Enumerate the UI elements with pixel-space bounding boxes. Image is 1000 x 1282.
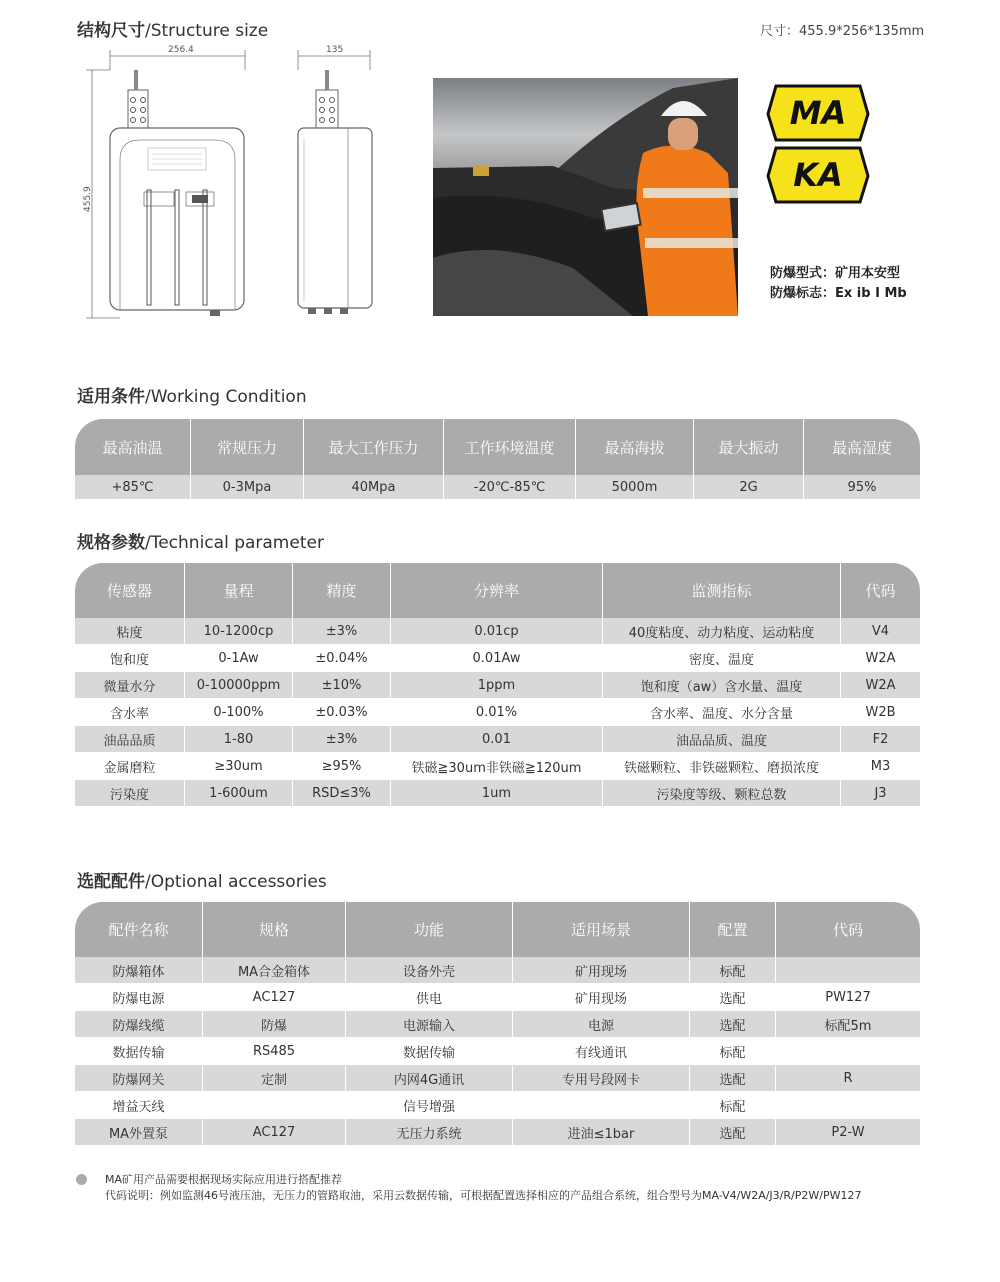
table-cell: ±10% xyxy=(293,672,391,699)
table-cell: 微量水分 xyxy=(75,672,185,699)
accessories-title xyxy=(77,867,327,892)
table-cell: ±3% xyxy=(293,618,391,645)
table-row xyxy=(75,1065,920,1092)
table-row xyxy=(75,753,920,780)
accessories-header-row xyxy=(75,902,920,957)
table-cell: J3 xyxy=(841,780,920,807)
structure-title-en: /Structure size xyxy=(145,21,269,41)
table-cell: 1um xyxy=(391,780,603,807)
table-cell: 1ppm xyxy=(391,672,603,699)
table-cell: V4 xyxy=(841,618,920,645)
mine-scene xyxy=(433,78,738,316)
front-height-dim: 455.9 xyxy=(83,186,93,212)
table-cell: P2-W xyxy=(776,1119,920,1146)
accessories-title-zh: 选配配件 xyxy=(77,872,145,892)
table-row xyxy=(75,699,920,726)
table-cell: ±0.03% xyxy=(293,699,391,726)
table-cell: ≥30um xyxy=(185,753,293,780)
table-cell: R xyxy=(776,1065,920,1092)
table-cell: M3 xyxy=(841,753,920,780)
table-cell: 1-600um xyxy=(185,780,293,807)
side-view-drawing xyxy=(290,40,380,325)
technical-title-zh: 规格参数 xyxy=(77,533,145,553)
table-cell: ≥95% xyxy=(293,753,391,780)
notes-block xyxy=(105,1172,861,1204)
working-value-cell: 5000m xyxy=(576,475,694,500)
table-cell: 防爆 xyxy=(203,1011,346,1038)
side-width-dim: 135 xyxy=(326,45,344,55)
table-cell: F2 xyxy=(841,726,920,753)
working-title-zh: 适用条件 xyxy=(77,387,145,407)
table-cell: 0.01 xyxy=(391,726,603,753)
table-cell: 有线通讯 xyxy=(513,1038,690,1065)
table-row xyxy=(75,1119,920,1146)
table-cell: 无压力系统 xyxy=(346,1119,513,1146)
table-cell: PW127 xyxy=(776,984,920,1011)
table-cell: 选配 xyxy=(690,1011,776,1038)
working-value-row xyxy=(75,475,920,500)
table-cell: W2A xyxy=(841,672,920,699)
working-value-cell: -20℃-85℃ xyxy=(444,475,576,500)
table-cell: 矿用现场 xyxy=(513,984,690,1011)
table-cell: 电源 xyxy=(513,1011,690,1038)
explosion-type: 防爆型式：矿用本安型 xyxy=(770,266,901,281)
technical-title-en: /Technical parameter xyxy=(145,533,324,553)
table-row xyxy=(75,645,920,672)
accessories-header-cell: 适用场景 xyxy=(513,902,690,957)
table-row xyxy=(75,957,920,984)
accessories-header-cell: 代码 xyxy=(776,902,920,957)
table-cell: 防爆电源 xyxy=(75,984,203,1011)
table-cell: 数据传输 xyxy=(75,1038,203,1065)
accessories-header-cell: 配置 xyxy=(690,902,776,957)
table-cell: 0.01Aw xyxy=(391,645,603,672)
table-cell: 选配 xyxy=(690,1119,776,1146)
technical-parameter-table xyxy=(75,563,920,807)
technical-header-cell: 分辨率 xyxy=(391,563,603,618)
working-header-cell: 最大工作压力 xyxy=(304,419,444,475)
table-cell: 选配 xyxy=(690,984,776,1011)
table-cell: 0.01% xyxy=(391,699,603,726)
table-cell: RS485 xyxy=(203,1038,346,1065)
table-cell: 铁磁颗粒、非铁磁颗粒、磨损浓度 xyxy=(603,753,841,780)
table-cell: 供电 xyxy=(346,984,513,1011)
table-cell: 0.01cp xyxy=(391,618,603,645)
table-cell: 铁磁≧30um非铁磁≧120um xyxy=(391,753,603,780)
table-cell: 标配5m xyxy=(776,1011,920,1038)
working-value-cell: 95% xyxy=(804,475,920,500)
technical-title xyxy=(77,528,324,553)
structure-title-zh: 结构尺寸 xyxy=(77,21,145,41)
table-cell: 标配 xyxy=(690,957,776,984)
technical-header-cell: 代码 xyxy=(841,563,920,618)
working-title xyxy=(77,382,307,407)
mine-worker-photo xyxy=(433,78,738,316)
table-cell: 防爆线缆 xyxy=(75,1011,203,1038)
working-header-cell: 最大振动 xyxy=(694,419,804,475)
working-value-cell: 2G xyxy=(694,475,804,500)
note-bullet-icon xyxy=(76,1174,87,1185)
accessories-table xyxy=(75,902,920,1146)
working-header-cell: 最高海拔 xyxy=(576,419,694,475)
table-cell: 矿用现场 xyxy=(513,957,690,984)
table-cell: 含水率 xyxy=(75,699,185,726)
technical-header-cell: 监测指标 xyxy=(603,563,841,618)
table-cell: MA合金箱体 xyxy=(203,957,346,984)
table-cell: 进油≤1bar xyxy=(513,1119,690,1146)
size-label: 尺寸：455.9*256*135mm xyxy=(760,24,925,39)
table-row xyxy=(75,726,920,753)
table-cell: W2A xyxy=(841,645,920,672)
table-cell: 污染度等级、颗粒总数 xyxy=(603,780,841,807)
table-cell: 定制 xyxy=(203,1065,346,1092)
table-row xyxy=(75,780,920,807)
certification-badges xyxy=(766,84,870,206)
working-value-cell: +85℃ xyxy=(75,475,191,500)
table-cell: 设备外壳 xyxy=(346,957,513,984)
table-cell: 10-1200cp xyxy=(185,618,293,645)
working-title-en: /Working Condition xyxy=(145,387,307,407)
table-cell: 0-10000ppm xyxy=(185,672,293,699)
ma-badge-text: MA xyxy=(789,94,847,132)
working-header-row xyxy=(75,419,920,475)
table-row xyxy=(75,1011,920,1038)
table-cell: 饱和度 xyxy=(75,645,185,672)
working-value-cell: 40Mpa xyxy=(304,475,444,500)
front-width-dim: 256.4 xyxy=(168,45,194,55)
table-cell xyxy=(776,957,920,984)
explosion-mark: 防爆标志：Ex ib I Mb xyxy=(770,286,907,301)
front-view-drawing xyxy=(80,40,270,325)
accessories-header-cell: 功能 xyxy=(346,902,513,957)
technical-header-cell: 精度 xyxy=(293,563,391,618)
table-cell: 信号增强 xyxy=(346,1092,513,1119)
working-value-cell: 0-3Mpa xyxy=(191,475,304,500)
working-condition-table xyxy=(75,419,920,500)
table-cell: 0-1Aw xyxy=(185,645,293,672)
table-cell: 防爆箱体 xyxy=(75,957,203,984)
table-cell: 污染度 xyxy=(75,780,185,807)
table-cell: 标配 xyxy=(690,1038,776,1065)
table-cell: 1-80 xyxy=(185,726,293,753)
table-cell: 专用号段网卡 xyxy=(513,1065,690,1092)
accessories-title-en: /Optional accessories xyxy=(145,872,327,892)
working-header-cell: 工作环境温度 xyxy=(444,419,576,475)
table-row xyxy=(75,672,920,699)
working-header-cell: 最高油温 xyxy=(75,419,191,475)
table-cell: 含水率、温度、水分含量 xyxy=(603,699,841,726)
table-cell: 油品品质、温度 xyxy=(603,726,841,753)
table-cell: 饱和度（aw）含水量、温度 xyxy=(603,672,841,699)
technical-header-cell: 量程 xyxy=(185,563,293,618)
table-cell: 0-100% xyxy=(185,699,293,726)
table-cell: MA外置泵 xyxy=(75,1119,203,1146)
table-cell: 内网4G通讯 xyxy=(346,1065,513,1092)
table-cell: 增益天线 xyxy=(75,1092,203,1119)
table-row xyxy=(75,618,920,645)
table-cell: 标配 xyxy=(690,1092,776,1119)
table-cell: 金属磨粒 xyxy=(75,753,185,780)
working-header-cell: 常规压力 xyxy=(191,419,304,475)
table-cell xyxy=(513,1092,690,1119)
table-row xyxy=(75,984,920,1011)
table-cell: 选配 xyxy=(690,1065,776,1092)
table-cell: 油品品质 xyxy=(75,726,185,753)
working-header-cell: 最高湿度 xyxy=(804,419,920,475)
table-cell: 防爆网关 xyxy=(75,1065,203,1092)
technical-header-cell: 传感器 xyxy=(75,563,185,618)
table-cell: 数据传输 xyxy=(346,1038,513,1065)
table-cell: W2B xyxy=(841,699,920,726)
table-cell xyxy=(776,1092,920,1119)
table-row xyxy=(75,1038,920,1065)
accessories-header-cell: 配件名称 xyxy=(75,902,203,957)
table-cell: 40度粘度、动力粘度、运动粘度 xyxy=(603,618,841,645)
table-cell: ±3% xyxy=(293,726,391,753)
table-row xyxy=(75,1092,920,1119)
note-line-1: MA矿用产品需要根据现场实际应用进行搭配推荐 xyxy=(105,1173,343,1186)
table-cell: RSD≤3% xyxy=(293,780,391,807)
table-cell: 粘度 xyxy=(75,618,185,645)
table-cell: AC127 xyxy=(203,1119,346,1146)
note-line-2: 代码说明：例如监测46号液压油，无压力的管路取油，采用云数据传输，可根据配置选择相应的产品组合系统，组合型号为MA-V4/W2A/J3/R/P2W/PW127 xyxy=(105,1189,862,1202)
table-cell xyxy=(203,1092,346,1119)
table-cell: 电源输入 xyxy=(346,1011,513,1038)
ka-badge-text: KA xyxy=(793,156,843,194)
table-cell xyxy=(776,1038,920,1065)
table-cell: ±0.04% xyxy=(293,645,391,672)
accessories-header-cell: 规格 xyxy=(203,902,346,957)
table-cell: 密度、温度 xyxy=(603,645,841,672)
table-cell: AC127 xyxy=(203,984,346,1011)
structure-title xyxy=(77,16,268,41)
technical-header-row xyxy=(75,563,920,618)
